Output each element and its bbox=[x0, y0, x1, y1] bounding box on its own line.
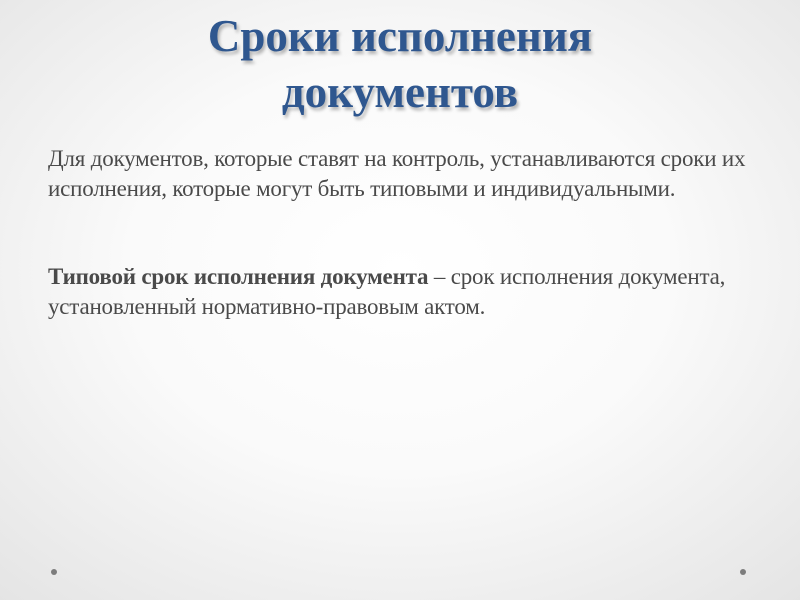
decorative-dot-left bbox=[51, 569, 57, 575]
paragraph-typical-deadline-definition bbox=[48, 262, 754, 322]
paragraph-deadlines-intro: Для документов, которые ставят на контроль, устанавливаются сроки их исполнения, которые могут быть типовыми и индивидуальными. bbox=[48, 146, 746, 201]
decorative-dot-right bbox=[740, 569, 746, 575]
title-line-2: документов bbox=[281, 67, 519, 117]
slide-body bbox=[48, 144, 754, 322]
definition-text: – срок исполнения документа, установленный нормативно-правовым актом. bbox=[48, 264, 726, 319]
slide-title bbox=[40, 8, 760, 120]
title-line-1: Сроки исполнения bbox=[207, 11, 593, 61]
defined-term: Типовой срок исполнения документа bbox=[48, 264, 429, 289]
